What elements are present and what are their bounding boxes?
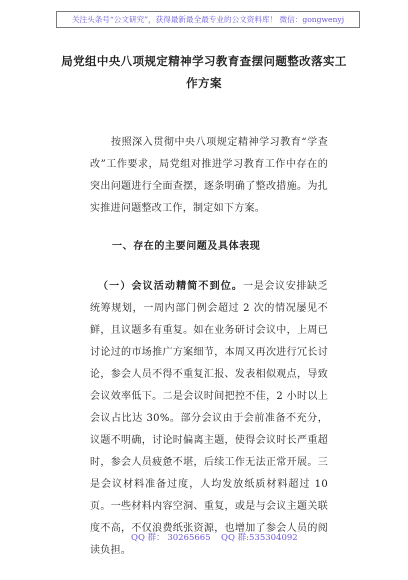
section-heading: 一、存在的主要问题及具体表现 [112, 241, 261, 252]
sub-heading: （一）会议活动精简不到位。 [98, 281, 244, 292]
footer [0, 530, 408, 546]
promo-banner: 关注头条号“公文研究”，获得最新最全最专业的公文资料库！ 微信：gongwenyj [56, 11, 360, 28]
footer-qq-group-2: QQ 群:535304092 [221, 533, 298, 543]
intro-paragraph: 按照深入贯彻中央八项规定精神学习教育“学查改”工作要求，局党组对推进学习教育工作中存在的突出问题进行全面查摆，逐条明确了整改措施。为扎实推进问题整改工作，制定如下方案。 [90, 137, 328, 214]
document-title: 局党组中央八项规定精神学习教育查摆问题整改落实工作方案 [61, 54, 347, 90]
footer-qq-group-1: QQ 群： 30265665 [131, 533, 211, 543]
section-paragraph [90, 276, 328, 562]
sub-body-text: 一是会议安排缺乏统筹规划，一周内部门例会超过 2 次的情况屡见不鲜，且议题多有重复。如在业务研讨会议中，上周已讨论过的市场推广方案细节，本周又再次进行冗长讨论，参会人员不得不重复汇报、发表相似观点，导致会议效率低下。二是会议时间把控不佳，2 小时以上会议占比达 30%。部分会议由于会前准备不充分，议题不明确，讨论时偏离主题，使得会议时长严重超时，参会人员疲惫不堪，后续工作无法正常开展。三是会议材料准备过度，人均发放纸质材料超过 10 页。一些材料内容空洞、重复，或是与会议主题关联度不高，不仅浪费纸张资源，也增加了参会人员的阅读负担。 [90, 281, 328, 556]
